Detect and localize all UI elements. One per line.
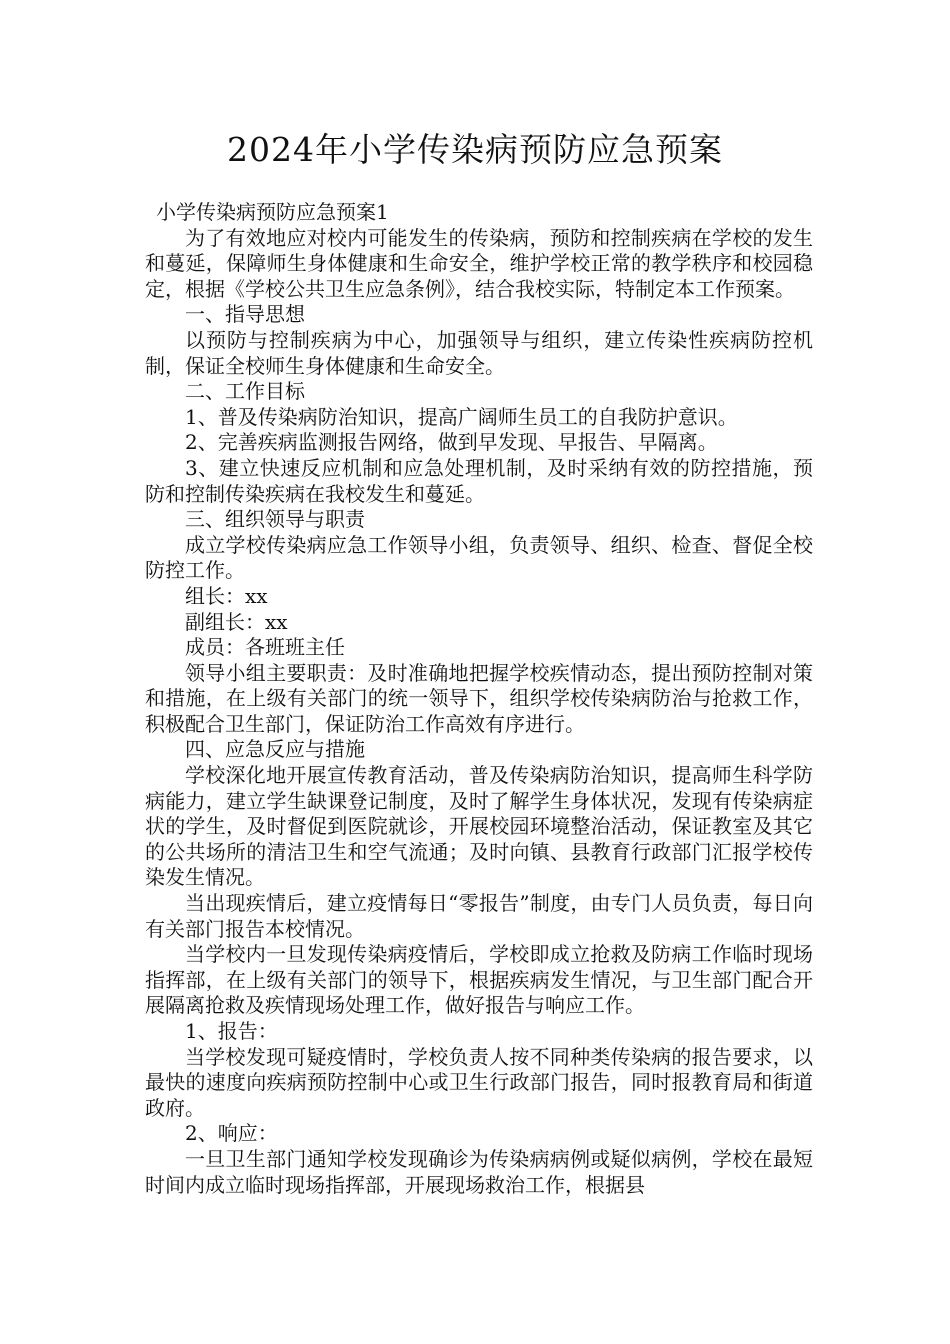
line-deputy-leader: 副组长：xx [185, 609, 288, 634]
document-body [145, 200, 813, 1198]
section-subtitle: 小学传染病预防应急预案1 [156, 200, 389, 224]
paragraph-responsibilities: 领导小组主要职责：及时准确地把握学校疾情动态，提出预防控制对策和措施，在上级有关部门的统一领导下，组织学校传染病防治与抢救工作，积极配合卫生部门，保证防治工作高效有序进行。 [145, 660, 813, 736]
paragraph-response: 一旦卫生部门通知学校发现确诊为传染病病例或疑似病例，学校在最短时间内成立临时现场指挥部，开展现场救治工作，根据县 [145, 1146, 813, 1197]
list-item-goal-1: 1、普及传染病防治知识，提高广阔师生员工的自我防护意识。 [185, 404, 738, 429]
line-team-leader: 组长：xx [185, 583, 268, 608]
paragraph-zero-report: 当出现疾情后，建立疫情每日“零报告”制度，由专门人员负责，每日向有关部门报告本校情况。 [145, 891, 813, 941]
heading-emergency-response: 四、应急反应与措施 [185, 737, 365, 762]
heading-work-goals: 二、工作目标 [185, 379, 305, 404]
paragraph-command-post: 当学校内一旦发现传染病疫情后，学校即成立抢救及防病工作临时现场指挥部，在上级有关部门的领导下，根据疾病发生情况，与卫生部门配合开展隔离抢救及疾情现场处理工作，做好报告与响应工作。 [145, 942, 813, 1018]
paragraph-report: 当学校发现可疑疫情时，学校负责人按不同种类传染病的报告要求，以最快的速度向疾病预防控制中心或卫生行政部门报告，同时报教育局和街道政府。 [145, 1044, 813, 1120]
list-item-goal-2: 2、完善疾病监测报告网络，做到早发现、早报告、早隔离。 [185, 430, 718, 455]
list-item-goal-3: 3、建立快速反应机制和应急处理机制，及时采纳有效的防控措施，预防和控制传染疾病在我校发生和蔓延。 [145, 455, 813, 506]
heading-organization: 三、组织领导与职责 [185, 507, 365, 532]
paragraph-education: 学校深化地开展宣传教育活动，普及传染病防治知识，提高师生科学防病能力，建立学生缺课登记制度，及时了解学生身体状况，发现有传染病症状的学生，及时督促到医院就诊，开展校园环境整治活动，保证教室及其它的公共场所的清洁卫生和空气流通；及时向镇、县教育行政部门汇报学校传染发生情况。 [145, 763, 813, 890]
paragraph-organization: 成立学校传染病应急工作领导小组，负责领导、组织、检查、督促全校防控工作。 [145, 532, 813, 583]
line-members: 成员：各班班主任 [185, 635, 345, 660]
heading-response: 2、响应： [185, 1121, 278, 1146]
paragraph-guiding-thought: 以预防与控制疾病为中心，加强领导与组织，建立传染性疾病防控机制，保证全校师生身体健康和生命安全。 [145, 327, 813, 378]
heading-guiding-thought: 一、指导思想 [185, 302, 305, 327]
paragraph-intro: 为了有效地应对校内可能发生的传染病，预防和控制疾病在学校的发生和蔓延，保障师生身体健康和生命安全，维护学校正常的教学秩序和校园稳定，根据《学校公共卫生应急条例》，结合我校实际，特制定本工作预案。 [145, 225, 813, 301]
document-title: 2024年小学传染病预防应急预案 [227, 130, 723, 169]
heading-report: 1、报告： [185, 1019, 278, 1043]
